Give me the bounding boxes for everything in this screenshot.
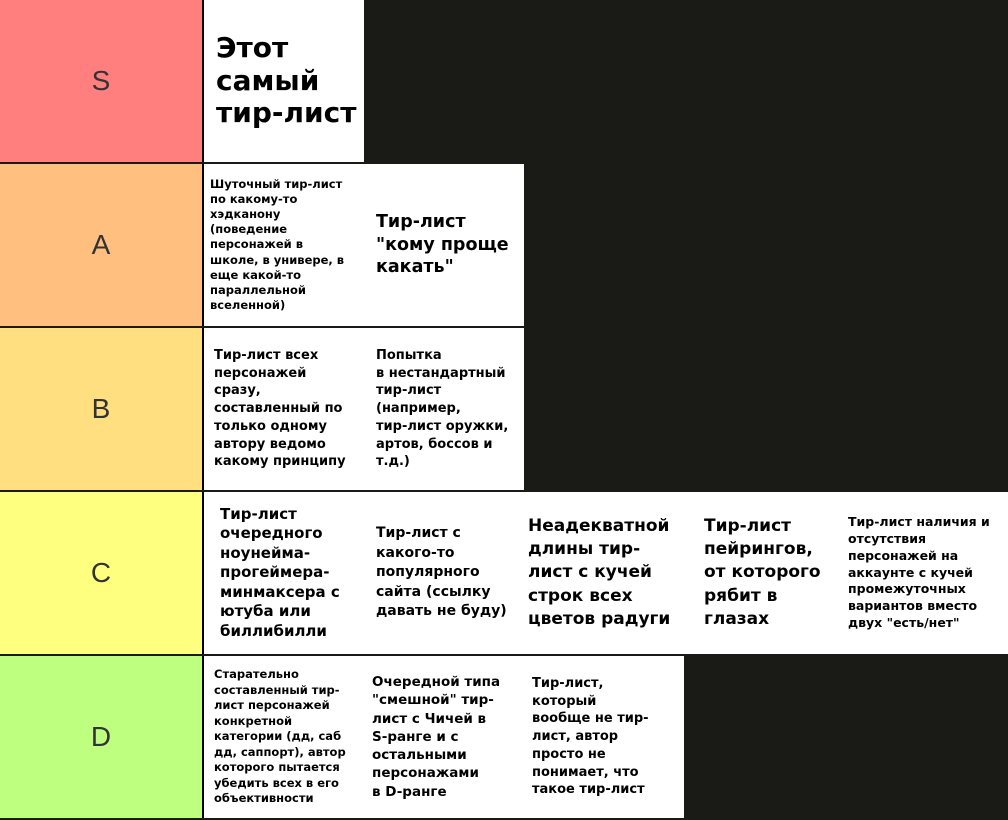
tier-row-d bbox=[0, 656, 1008, 818]
tier-item[interactable]: Старательно составленный тир- лист персонажей конкретной категории (дд, саб дд, саппорт), автор которого пытается убедить всех в его объективности bbox=[204, 656, 364, 818]
tier-item[interactable]: Шуточный тир-лист по какому-то хэдканону (поведение персонажей в школе, в универе, в еще какой-то параллельной вселенной) bbox=[204, 164, 364, 326]
tier-item[interactable]: Тир-лист всех персонажей сразу, составленный по только одному автору ведомо какому принципу bbox=[204, 328, 364, 490]
tier-label-a: A bbox=[0, 164, 202, 326]
tier-row-a bbox=[0, 164, 1008, 326]
tier-label-s: S bbox=[0, 0, 202, 162]
tier-item[interactable]: Попытка в нестандартный тир-лист (например, тир-лист оружки, артов, боссов и т.д.) bbox=[364, 328, 524, 490]
tier-row-c bbox=[0, 492, 1008, 654]
tier-item[interactable]: Тир-лист наличия и отсутствия персонажей на аккаунте с кучей промежуточных вариантов вместо двух "есть/нет" bbox=[844, 492, 1008, 654]
tier-item[interactable]: Тир-лист с какого-то популярного сайта (ссылку давать не буду) bbox=[364, 492, 524, 654]
tier-item[interactable]: Неадекватной длины тир- лист с кучей строк всех цветов радуги bbox=[524, 492, 684, 654]
tier-item[interactable]: Тир-лист "кому проще какать" bbox=[364, 164, 524, 326]
tier-label-d: D bbox=[0, 656, 202, 818]
tier-label-b: B bbox=[0, 328, 202, 490]
tier-label-c: C bbox=[0, 492, 202, 654]
tier-row-s bbox=[0, 0, 1008, 162]
tier-item[interactable]: Этот самый тир-лист bbox=[204, 0, 364, 162]
tier-row-b bbox=[0, 328, 1008, 490]
tier-item[interactable]: Тир-лист пейрингов, от которого рябит в глазах bbox=[684, 492, 844, 654]
tier-item[interactable]: Тир-лист очередного ноунейма- прогеймера- минмаксера с ютуба или биллибилли bbox=[204, 492, 364, 654]
tier-item[interactable]: Очередной типа "смешной" тир- лист с Чичей в S-ранге и с остальными персонажами в D-ранге bbox=[364, 656, 524, 818]
tier-item[interactable]: Тир-лист, который вообще не тир- лист, автор просто не понимает, что такое тир-лист bbox=[524, 656, 684, 818]
